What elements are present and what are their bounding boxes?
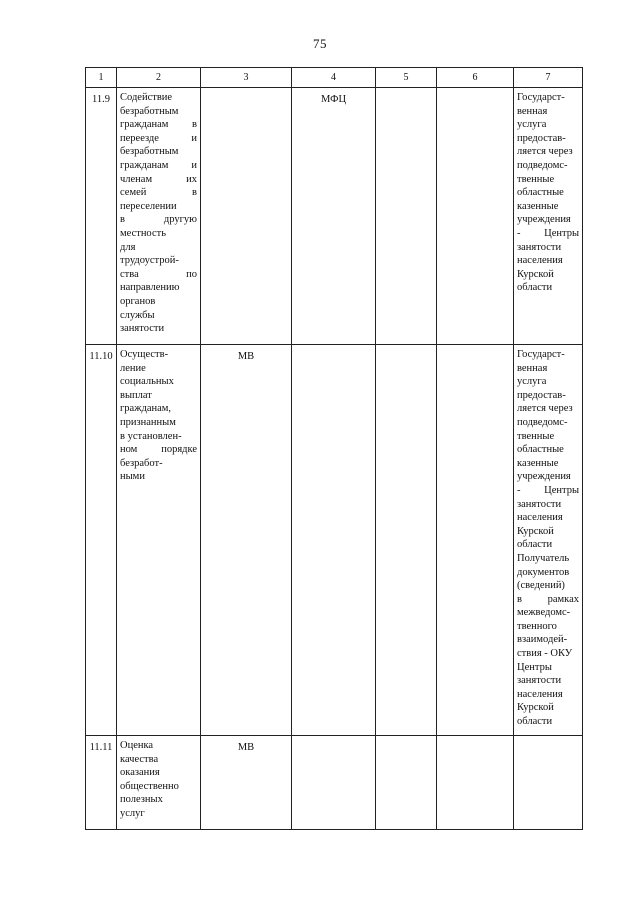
text-line — [517, 145, 579, 159]
column-6-value — [437, 345, 514, 736]
text-line — [120, 416, 197, 430]
text-word: занятости — [517, 498, 562, 510]
header-cell-6: 6 — [437, 68, 514, 88]
text-line — [120, 375, 197, 389]
text-line — [517, 484, 579, 498]
text-word: венная — [517, 362, 548, 374]
text-line — [120, 753, 197, 767]
text-word: ление — [120, 362, 146, 374]
text-line — [517, 620, 579, 634]
text-line — [120, 739, 197, 753]
text-word: и — [191, 132, 197, 144]
text-line — [120, 766, 197, 780]
text-word: Центры — [544, 227, 579, 239]
text-line — [517, 105, 579, 119]
text-line — [517, 430, 579, 444]
column-6-value — [437, 88, 514, 345]
text-word: безработ- — [120, 457, 163, 469]
text-line — [517, 525, 579, 539]
text-word: учреждения — [517, 471, 571, 483]
header-cell-3: 3 — [201, 68, 292, 88]
text-line — [517, 91, 579, 105]
text-line — [120, 362, 197, 376]
table-header-row — [86, 68, 583, 88]
text-line — [120, 443, 197, 457]
text-word: полезных — [120, 794, 163, 806]
text-word: семей — [120, 187, 147, 199]
service-note — [514, 88, 583, 345]
text-word: ляется через — [517, 146, 573, 158]
text-line — [517, 715, 579, 729]
text-line — [120, 132, 197, 146]
text-word: переселении — [120, 200, 177, 212]
text-line — [517, 241, 579, 255]
text-word: - — [517, 227, 521, 239]
text-line — [517, 173, 579, 187]
text-word: областные — [517, 444, 564, 456]
text-line — [517, 633, 579, 647]
row-number: 11.9 — [86, 88, 117, 345]
text-line — [120, 807, 197, 821]
text-word: учреждения — [517, 214, 571, 226]
text-line — [517, 498, 579, 512]
text-word: Государст- — [517, 349, 565, 360]
text-word: населения — [517, 255, 563, 267]
text-word: предостав- — [517, 389, 566, 401]
text-line — [517, 593, 579, 607]
text-word: ства — [120, 268, 139, 280]
services-table — [85, 67, 583, 830]
text-line — [517, 200, 579, 214]
text-word: документов — [517, 566, 570, 578]
text-word: другую — [163, 214, 197, 226]
text-word: ствия - ОКУ — [517, 648, 573, 660]
service-note — [514, 345, 583, 736]
text-line — [517, 118, 579, 132]
text-line — [517, 470, 579, 484]
text-line — [517, 213, 579, 227]
text-line — [517, 552, 579, 566]
header-cell-4: 4 — [292, 68, 376, 88]
text-word: (сведений) — [517, 580, 565, 592]
text-word: безработным — [120, 105, 179, 117]
row-number: 11.10 — [86, 345, 117, 736]
text-line — [517, 389, 579, 403]
text-word: - — [517, 484, 521, 496]
text-word: выплат — [120, 389, 152, 401]
text-word: подведомс- — [517, 416, 568, 428]
text-line — [517, 281, 579, 295]
text-word: области — [517, 282, 553, 294]
text-line — [120, 186, 197, 200]
text-line — [120, 309, 197, 323]
text-word: услуга — [517, 376, 547, 388]
service-name — [117, 88, 201, 345]
text-word: членам — [120, 173, 153, 185]
text-line — [120, 402, 197, 416]
text-word: взаимодей- — [517, 634, 568, 646]
text-word: службы — [120, 309, 155, 321]
text-word: в — [517, 593, 522, 605]
text-line — [517, 362, 579, 376]
text-word: по — [186, 268, 197, 280]
text-line — [120, 91, 197, 105]
text-line — [120, 200, 197, 214]
text-word: занятости — [120, 323, 165, 335]
text-word: признанным — [120, 416, 176, 428]
table-row — [86, 736, 583, 830]
text-word: казенные — [517, 200, 559, 212]
text-word: оказания — [120, 767, 160, 779]
text-line — [120, 470, 197, 484]
text-word: общественно — [120, 780, 179, 792]
text-word: Государст- — [517, 92, 565, 103]
text-word: занятости — [517, 241, 562, 253]
service-name — [117, 345, 201, 736]
text-word: гражданам — [120, 119, 169, 131]
text-line — [517, 674, 579, 688]
text-word: для — [120, 241, 136, 253]
column-4-value: МФЦ — [292, 88, 376, 345]
text-line — [120, 213, 197, 227]
text-word: Центры — [544, 484, 579, 496]
text-line — [517, 701, 579, 715]
text-word: Содействие — [120, 92, 173, 103]
text-line — [120, 227, 197, 241]
text-word: в — [120, 214, 125, 226]
column-5-value — [376, 736, 437, 830]
text-word: твенного — [517, 620, 557, 632]
text-line — [517, 661, 579, 675]
text-line — [120, 241, 197, 255]
text-word: порядке — [161, 444, 197, 456]
text-line — [120, 173, 197, 187]
text-word: рамках — [547, 593, 579, 605]
text-line — [517, 159, 579, 173]
text-word: Курской — [517, 268, 554, 280]
text-word: области — [517, 539, 553, 551]
text-word: межведомс- — [517, 607, 571, 619]
text-line — [120, 793, 197, 807]
text-line — [120, 348, 197, 362]
text-line — [517, 688, 579, 702]
text-word: предостав- — [517, 132, 566, 144]
text-line — [120, 430, 197, 444]
row-number: 11.11 — [86, 736, 117, 830]
column-3-value: МВ — [201, 736, 292, 830]
text-word: казенные — [517, 457, 559, 469]
text-word: венная — [517, 105, 548, 117]
text-word: Курской — [517, 702, 554, 714]
column-5-value — [376, 345, 437, 736]
text-line — [120, 105, 197, 119]
column-4-value — [292, 736, 376, 830]
text-line — [517, 606, 579, 620]
text-word: ляется через — [517, 403, 573, 415]
column-3-value: МВ — [201, 345, 292, 736]
text-word: трудоустрой- — [120, 255, 179, 267]
text-word: переезде — [120, 132, 159, 144]
text-word: услуг — [120, 807, 145, 819]
text-word: в — [192, 187, 197, 199]
text-word: гражданам — [120, 159, 169, 171]
text-line — [517, 416, 579, 430]
text-line — [120, 268, 197, 282]
text-word: местность — [120, 227, 166, 239]
text-word: занятости — [517, 675, 562, 687]
column-5-value — [376, 88, 437, 345]
text-line — [517, 186, 579, 200]
table-row — [86, 345, 583, 736]
text-line — [120, 295, 197, 309]
text-line — [120, 254, 197, 268]
text-line — [517, 443, 579, 457]
text-line — [517, 254, 579, 268]
text-word: населения — [517, 688, 563, 700]
text-line — [517, 511, 579, 525]
text-word: Центры — [517, 661, 552, 673]
text-line — [517, 375, 579, 389]
column-6-value — [437, 736, 514, 830]
text-word: Курской — [517, 525, 554, 537]
text-word: Осуществ- — [120, 349, 169, 360]
service-name — [117, 736, 201, 830]
text-line — [120, 389, 197, 403]
text-word: услуга — [517, 119, 547, 131]
text-word: Получатель — [517, 552, 570, 564]
text-word: качества — [120, 753, 159, 765]
column-4-value — [292, 345, 376, 736]
text-line — [517, 647, 579, 661]
text-word: ными — [120, 471, 145, 483]
header-cell-7: 7 — [514, 68, 583, 88]
text-word: их — [186, 173, 197, 185]
text-line — [120, 145, 197, 159]
table-row — [86, 88, 583, 345]
text-line — [517, 457, 579, 471]
text-word: направлению — [120, 282, 180, 294]
text-word: областные — [517, 187, 564, 199]
text-line — [120, 322, 197, 336]
text-word: в установлен- — [120, 430, 182, 442]
text-word: социальных — [120, 376, 174, 388]
page-number: 75 — [313, 36, 327, 51]
text-line — [120, 780, 197, 794]
text-line — [120, 457, 197, 471]
header-cell-2: 2 — [117, 68, 201, 88]
text-line — [517, 579, 579, 593]
text-line — [517, 132, 579, 146]
text-line — [120, 159, 197, 173]
text-line — [517, 227, 579, 241]
text-word: безработным — [120, 146, 179, 158]
text-word: твенные — [517, 173, 555, 185]
text-line — [120, 281, 197, 295]
text-word: и — [191, 159, 197, 171]
header-cell-1: 1 — [86, 68, 117, 88]
text-line — [517, 348, 579, 362]
header-cell-5: 5 — [376, 68, 437, 88]
text-word: населения — [517, 512, 563, 524]
text-word: гражданам, — [120, 403, 172, 415]
text-line — [120, 118, 197, 132]
column-3-value — [201, 88, 292, 345]
text-word: области — [517, 716, 553, 728]
text-word: органов — [120, 295, 156, 307]
text-word: в — [192, 119, 197, 131]
text-word: подведомс- — [517, 159, 568, 171]
service-note — [514, 736, 583, 830]
text-word: ном — [120, 444, 138, 456]
text-line — [517, 538, 579, 552]
text-word: Оценка — [120, 740, 154, 751]
text-word: твенные — [517, 430, 555, 442]
text-line — [517, 268, 579, 282]
text-line — [517, 402, 579, 416]
text-line — [517, 566, 579, 580]
